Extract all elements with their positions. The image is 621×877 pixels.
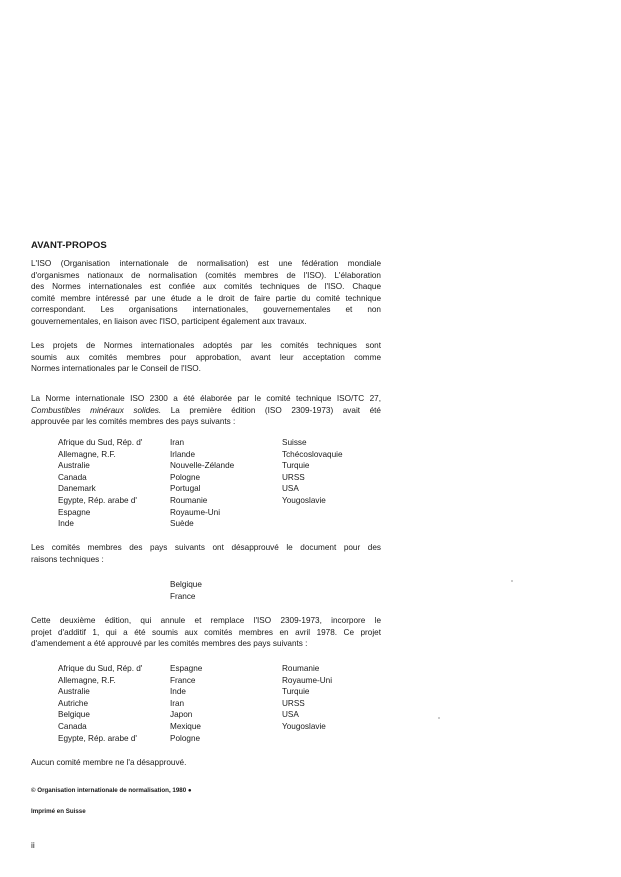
country: Turquie: [282, 687, 310, 697]
country: France: [170, 675, 196, 685]
foreword-paragraph-no-disapproval: [31, 757, 381, 769]
country: Egypte, Rép. arabe d': [58, 495, 137, 505]
country: Espagne: [58, 507, 91, 517]
text-line: [31, 405, 381, 417]
country: Australie: [58, 687, 90, 697]
country: Iran: [170, 438, 185, 447]
text-line: L'ISO (Organisation internationale de normalisation) est une fédération mondiale: [31, 259, 381, 268]
italic-title: Combustibles minéraux solides.: [31, 405, 162, 415]
text-line: approuvée par les comités membres des pays suivants :: [31, 417, 236, 427]
foreword-paragraph-iso: [31, 258, 381, 328]
country: Egypte, Rép. arabe d': [58, 733, 137, 743]
country: Pologne: [170, 733, 201, 743]
copyright-notice: © Organisation internationale de normalisation, 1980 ●: [31, 787, 192, 794]
text-line: Les comités membres des pays suivants ont désapprouvé le document pour des: [31, 543, 381, 552]
text-line: projet d'additif 1, qui a été soumis aux comités membres en avril 1978. Ce projet: [31, 627, 381, 637]
text-line: correspondant. Les organisations internationales, gouvernementales et non: [31, 305, 381, 315]
text-line: Les projets de Normes internationales adoptés par les comités techniques sont: [31, 341, 381, 350]
text-line: Aucun comité membre ne l'a désapprouvé.: [31, 758, 187, 767]
country: Afrique du Sud, Rép. d': [58, 438, 143, 447]
country: Turquie: [282, 461, 310, 471]
text-line: d'amendement a été approuvé par les comités membres des pays suivants :: [31, 639, 308, 649]
country: Belgique: [170, 580, 202, 589]
text-fragment: La première édition (ISO 2309-1973) avait été: [161, 405, 381, 415]
country: Royaume-Uni: [282, 675, 333, 685]
approved-countries-col1: [58, 437, 142, 530]
foreword-paragraph-disapproval: [31, 542, 381, 565]
country: Allemagne, R.F.: [58, 675, 116, 685]
text-line: Normes internationales par le Conseil de l'ISO.: [31, 364, 201, 374]
country: USA: [282, 484, 299, 494]
foreword-paragraph-standard: [31, 393, 381, 428]
country: Roumanie: [282, 664, 320, 673]
country: Portugal: [170, 484, 201, 494]
amendment-approved-col3: [282, 663, 332, 733]
country: Nouvelle-Zélande: [170, 461, 235, 471]
country: Suisse: [282, 438, 307, 447]
page-number: ii: [31, 840, 35, 850]
country: France: [170, 591, 196, 601]
text-line: soumis aux comités membres pour approbation, avant leur acceptation comme: [31, 352, 381, 362]
amendment-approved-col2: [170, 663, 202, 744]
country: Australie: [58, 461, 90, 471]
scan-speck: [511, 580, 513, 582]
country: Canada: [58, 721, 87, 731]
text-line: des Normes internationales est confiée aux comités techniques de l'ISO. Chaque: [31, 282, 381, 292]
country: Irlande: [170, 449, 196, 459]
country: URSS: [282, 698, 305, 708]
country: Suède: [170, 519, 194, 529]
country: Inde: [58, 519, 74, 529]
foreword-paragraph-drafts: [31, 340, 381, 375]
country: Roumanie: [170, 495, 208, 505]
scan-speck: [438, 717, 440, 719]
approved-countries-col3: [282, 437, 343, 507]
country: Japon: [170, 710, 193, 720]
country: URSS: [282, 472, 305, 482]
country: Inde: [170, 687, 186, 697]
foreword-paragraph-second-edition: [31, 615, 381, 650]
country: Yougoslavie: [282, 721, 326, 731]
country: Belgique: [58, 710, 90, 720]
text-line: Cette deuxième édition, qui annule et remplace l'ISO 2309-1973, incorpore le: [31, 616, 381, 625]
approved-countries-col2: [170, 437, 234, 530]
country: USA: [282, 710, 299, 720]
country: Danemark: [58, 484, 96, 494]
text-line: comité membre intéressé par une étude a le droit de faire partie du comité technique: [31, 293, 381, 303]
country: Afrique du Sud, Rép. d': [58, 664, 143, 673]
country: Iran: [170, 698, 185, 708]
country: Mexique: [170, 721, 201, 731]
text-line: gouvernementales, en liaison avec l'ISO, participent également aux travaux.: [31, 316, 307, 326]
section-heading: AVANT-PROPOS: [31, 240, 107, 251]
disapproved-countries: [170, 579, 202, 602]
text-line: La Norme internationale ISO 2300 a été élaborée par le comité technique ISO/TC 27,: [31, 394, 381, 403]
text-line: d'organismes nationaux de normalisation (comités membres de l'ISO). L'élaboration: [31, 270, 381, 280]
country: Royaume-Uni: [170, 507, 221, 517]
country: Autriche: [58, 698, 89, 708]
country: Espagne: [170, 664, 203, 673]
country: Pologne: [170, 472, 201, 482]
printed-in-notice: Imprimé en Suisse: [31, 808, 86, 815]
country: Yougoslavie: [282, 495, 326, 505]
country: Allemagne, R.F.: [58, 449, 116, 459]
country: Tchécoslovaquie: [282, 449, 343, 459]
amendment-approved-col1: [58, 663, 142, 744]
country: Canada: [58, 472, 87, 482]
text-line: raisons techniques :: [31, 554, 104, 564]
